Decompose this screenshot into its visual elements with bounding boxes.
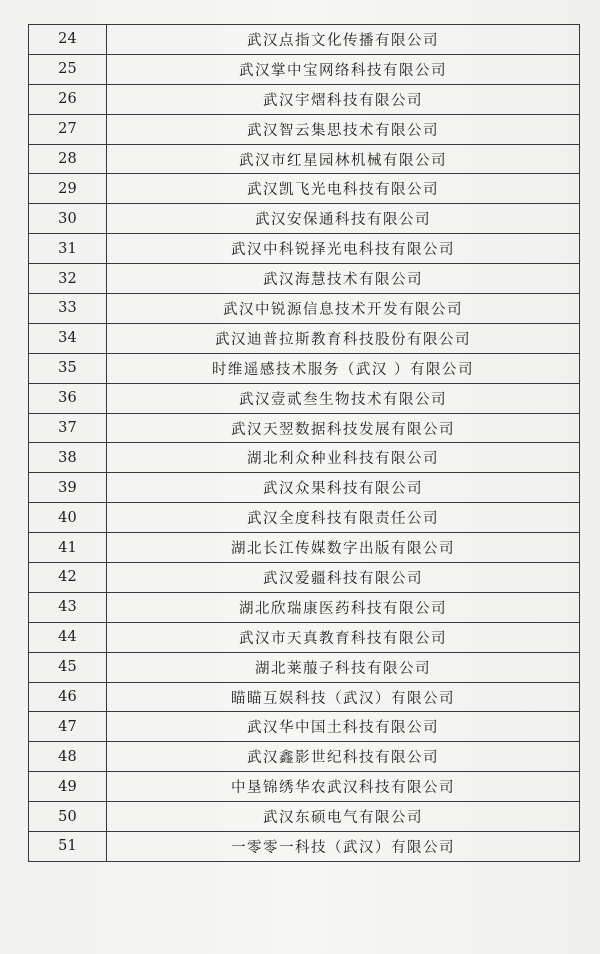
company-name: 武汉天翌数据科技发展有限公司 bbox=[107, 413, 580, 443]
row-number: 33 bbox=[29, 294, 107, 324]
row-number: 49 bbox=[29, 772, 107, 802]
row-number: 39 bbox=[29, 473, 107, 503]
row-number: 26 bbox=[29, 84, 107, 114]
row-number: 45 bbox=[29, 652, 107, 682]
table-row bbox=[29, 144, 580, 174]
company-name: 武汉市红星园林机械有限公司 bbox=[107, 144, 580, 174]
company-name: 时维遥感技术服务（武汉 ）有限公司 bbox=[107, 353, 580, 383]
table-row bbox=[29, 652, 580, 682]
table-row bbox=[29, 533, 580, 563]
company-name: 湖北欣瑞康医药科技有限公司 bbox=[107, 592, 580, 622]
row-number: 40 bbox=[29, 503, 107, 533]
company-list-table bbox=[28, 24, 580, 862]
company-name: 湖北莱菔子科技有限公司 bbox=[107, 652, 580, 682]
company-name: 武汉华中国土科技有限公司 bbox=[107, 712, 580, 742]
row-number: 48 bbox=[29, 742, 107, 772]
row-number: 31 bbox=[29, 234, 107, 264]
row-number: 50 bbox=[29, 802, 107, 832]
company-name: 武汉中锐源信息技术开发有限公司 bbox=[107, 294, 580, 324]
company-name: 武汉爱疆科技有限公司 bbox=[107, 563, 580, 593]
table-row bbox=[29, 383, 580, 413]
table-row bbox=[29, 622, 580, 652]
row-number: 44 bbox=[29, 622, 107, 652]
row-number: 35 bbox=[29, 353, 107, 383]
table-row bbox=[29, 264, 580, 294]
row-number: 27 bbox=[29, 114, 107, 144]
company-name: 武汉全度科技有限责任公司 bbox=[107, 503, 580, 533]
company-name: 湖北长江传媒数字出版有限公司 bbox=[107, 533, 580, 563]
row-number: 51 bbox=[29, 832, 107, 862]
table-row bbox=[29, 294, 580, 324]
row-number: 43 bbox=[29, 592, 107, 622]
table-row bbox=[29, 712, 580, 742]
row-number: 24 bbox=[29, 25, 107, 55]
row-number: 47 bbox=[29, 712, 107, 742]
company-name: 武汉凯飞光电科技有限公司 bbox=[107, 174, 580, 204]
table-row bbox=[29, 84, 580, 114]
row-number: 46 bbox=[29, 682, 107, 712]
table-row bbox=[29, 174, 580, 204]
table-row bbox=[29, 742, 580, 772]
company-name: 武汉掌中宝网络科技有限公司 bbox=[107, 54, 580, 84]
company-name: 武汉众果科技有限公司 bbox=[107, 473, 580, 503]
row-number: 28 bbox=[29, 144, 107, 174]
company-name: 武汉东硕电气有限公司 bbox=[107, 802, 580, 832]
company-name: 武汉智云集思技术有限公司 bbox=[107, 114, 580, 144]
company-name: 武汉中科锐择光电科技有限公司 bbox=[107, 234, 580, 264]
table-row bbox=[29, 413, 580, 443]
table-row bbox=[29, 353, 580, 383]
company-name: 武汉宇熠科技有限公司 bbox=[107, 84, 580, 114]
company-name: 武汉壹贰叁生物技术有限公司 bbox=[107, 383, 580, 413]
company-name: 一零零一科技（武汉）有限公司 bbox=[107, 832, 580, 862]
row-number: 42 bbox=[29, 563, 107, 593]
table-row bbox=[29, 563, 580, 593]
table-row bbox=[29, 114, 580, 144]
table-row bbox=[29, 503, 580, 533]
table-row bbox=[29, 204, 580, 234]
row-number: 36 bbox=[29, 383, 107, 413]
company-name: 武汉安保通科技有限公司 bbox=[107, 204, 580, 234]
table-row bbox=[29, 772, 580, 802]
company-name: 武汉海慧技术有限公司 bbox=[107, 264, 580, 294]
table-row bbox=[29, 25, 580, 55]
row-number: 32 bbox=[29, 264, 107, 294]
table-row bbox=[29, 323, 580, 353]
company-name: 瞄瞄互娱科技（武汉）有限公司 bbox=[107, 682, 580, 712]
company-name: 武汉市天真教育科技有限公司 bbox=[107, 622, 580, 652]
row-number: 29 bbox=[29, 174, 107, 204]
row-number: 41 bbox=[29, 533, 107, 563]
table-row bbox=[29, 802, 580, 832]
table-row bbox=[29, 473, 580, 503]
table-row bbox=[29, 443, 580, 473]
row-number: 34 bbox=[29, 323, 107, 353]
row-number: 25 bbox=[29, 54, 107, 84]
company-name: 武汉鑫影世纪科技有限公司 bbox=[107, 742, 580, 772]
row-number: 37 bbox=[29, 413, 107, 443]
table-row bbox=[29, 592, 580, 622]
table-row bbox=[29, 54, 580, 84]
company-name: 湖北利众种业科技有限公司 bbox=[107, 443, 580, 473]
row-number: 30 bbox=[29, 204, 107, 234]
company-name: 中垦锦绣华农武汉科技有限公司 bbox=[107, 772, 580, 802]
company-name: 武汉点指文化传播有限公司 bbox=[107, 25, 580, 55]
company-name: 武汉迪普拉斯教育科技股份有限公司 bbox=[107, 323, 580, 353]
table-row bbox=[29, 832, 580, 862]
table-row bbox=[29, 682, 580, 712]
table-body bbox=[29, 25, 580, 862]
row-number: 38 bbox=[29, 443, 107, 473]
table-row bbox=[29, 234, 580, 264]
